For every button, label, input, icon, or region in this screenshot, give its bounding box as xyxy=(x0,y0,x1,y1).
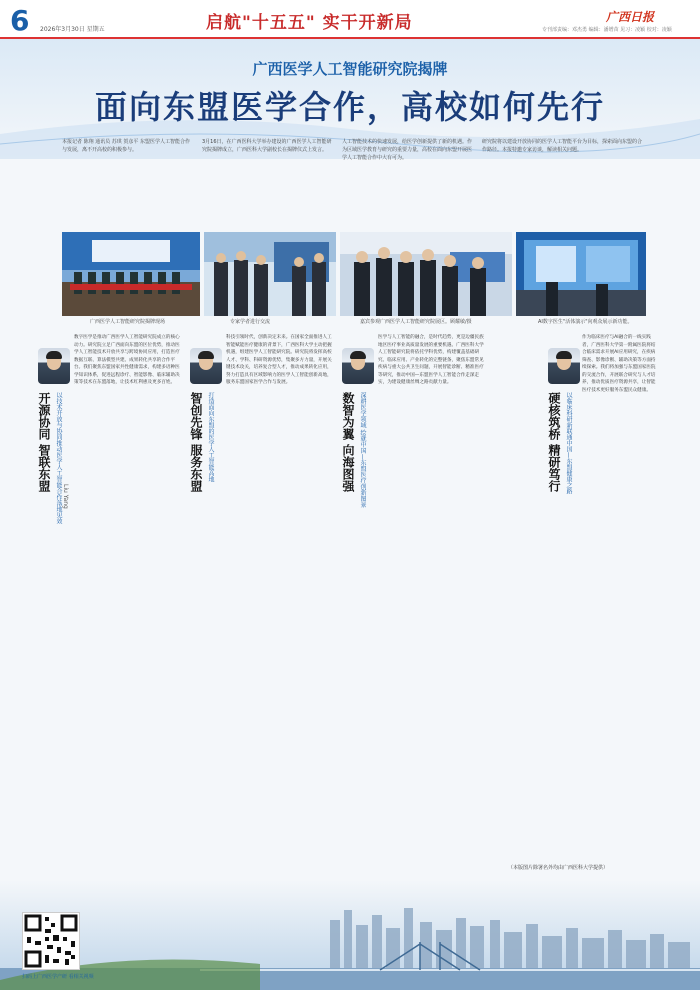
intro-paragraph: 本报记者 陈翔 通讯员 苏琪 贺彦平 东盟医学人工智能合作与发展，离不开高校的积极参与。 xyxy=(62,139,190,153)
page-date: 2026年3月30日 星期五 xyxy=(40,26,105,33)
profile-body: 科技引领时代，创新决定未来。在国家全面推进人工智能赋能医疗健康的背景下，广西医科大学主动把握机遇，组建医学人工智能研究院。研究院将发挥高校人才、学科、科研资源优势，集聚多方力量，开展关键技术攻关，培养复合型人才，推动成果转化应用，努力打造具有区域影响力的医学人工智能创新高地，服务东盟国家医学合作与发展。 xyxy=(226,335,332,385)
qr-caption: 扫码上广西医学产研 看相关视频 xyxy=(22,974,94,980)
profile-column xyxy=(338,334,488,874)
page-number: 6 xyxy=(10,4,30,37)
profile-body: 数字医学是推动广西医学人工智能研究院成立的核心动力。研究院立足广西面向东盟的区位优势，推动医学人工智能技术开放共享与跨境协同应用，打造医疗数据互联、算法模型共建、成果转化共享的合作平台。我们聚焦东盟国家共性健康需求，构建多语种医学知识体系，促进远程诊疗、智能影像、临床辅助决策等技术在东盟落地，让技术红利惠及更多百姓。 xyxy=(74,335,180,385)
profile-title: 数智为翼 向海图强 xyxy=(341,392,355,493)
avatar xyxy=(342,348,374,384)
photo-exhibition xyxy=(340,232,512,316)
intro-paragraph: 3月16日，在广西医科大学举办建设的广西医学人工智能研究院揭牌成立，广西医科大学副校长在揭牌仪式上发言。 xyxy=(202,139,332,153)
profile-title: 开源协同 智联东盟 xyxy=(37,392,51,493)
city-illustration xyxy=(0,880,700,990)
profile-subtitle: 以技术开放与协同推动医学人工智能合作落地见效 xyxy=(55,392,62,524)
intro-paragraph: 人工智能技术的快速发展，给医学创新提供了新的机遇。作为区域医学教育与研究的重要力量，高校在面向东盟开展医学人工智能合作中大有可为。 xyxy=(342,139,473,161)
section-banner: 启航"十五五" 实干开新局 xyxy=(206,13,413,33)
source-note: （本版图片除署名外均由广西医科大学提供） xyxy=(508,865,609,871)
profile-body: 医学与人工智能的融合，是时代趋势，更是边疆民族地区医疗事业高质量发展的重要机遇。广西医科大学人工智能研究院将依托学科优势，构建覆盖基础研究、临床应用、产业转化的完整链条，聚焦东盟常见疾病与重大公共卫生问题，开展智能诊断、精准医疗等研究，推动中国—东盟医学人工智能合作走深走实，为建设健康丝绸之路贡献力量。 xyxy=(378,335,484,385)
profile-name: Liu Yang xyxy=(62,484,69,509)
qr-code[interactable] xyxy=(22,912,80,970)
profile-body: 作为临床医疗与AI融合的一线实践者，广西医科大学第一附属医院将结合临床需求开展AI应用研究，在疾病筛查、影像诊断、辅助决策等方面持续探索。我们将加强与东盟国家医院的交流合作，开展联合研究与人才培养，推动优质医疗资源共享，让智能医疗技术更好服务东盟民众健康。 xyxy=(582,335,656,393)
profile-title: 硬核筑桥 精研笃行 xyxy=(547,392,561,493)
newspaper-logo: 广西日报 xyxy=(606,10,655,24)
profile-column xyxy=(186,334,336,874)
profile-title: 智创先锋 服务东盟 xyxy=(189,392,203,493)
avatar xyxy=(38,348,70,384)
photo-exchange xyxy=(204,232,336,316)
photo-caption: 广西医学人工智能研究院揭牌现场 xyxy=(90,319,166,325)
editor-line: 专刊部责编：邓杰勇 编辑：潘增苗 见习：凌颖 校对：凌颖 xyxy=(542,27,672,33)
photo-caption: AI数字医生"活体演示"向观众展示新功能。 xyxy=(538,319,633,325)
profile-subtitle: 以临床科研新联通中国—东盟健康之路 xyxy=(565,392,572,494)
photo-caption: 嘉宾参观广西医学人工智能研究院展区。顾耀敏/摄 xyxy=(360,319,472,325)
intro-paragraph: 研究院将以建设开放协同的医学人工智能平台为目标，探索面向东盟的合作路径。本报特邀专家访谈，解读相关问题。 xyxy=(482,139,642,153)
profile-subtitle: 深耕医学领域 绘就中国—东盟医疗创新图景 xyxy=(359,392,366,508)
photo-ai-doctor xyxy=(516,232,646,316)
profile-column xyxy=(34,334,184,874)
avatar xyxy=(548,348,580,384)
photo-unveiling xyxy=(62,232,200,316)
article-title: 面向东盟医学合作，高校如何先行 xyxy=(94,88,605,126)
avatar xyxy=(190,348,222,384)
profile-column xyxy=(490,334,660,874)
qr-code-icon xyxy=(23,913,79,969)
photo-caption: 专家学者进行交流 xyxy=(230,319,271,325)
profile-subtitle: 打造面向东盟的医学人工智能高地 xyxy=(207,392,214,482)
article-subtitle: 广西医学人工智能研究院揭牌 xyxy=(252,60,448,78)
